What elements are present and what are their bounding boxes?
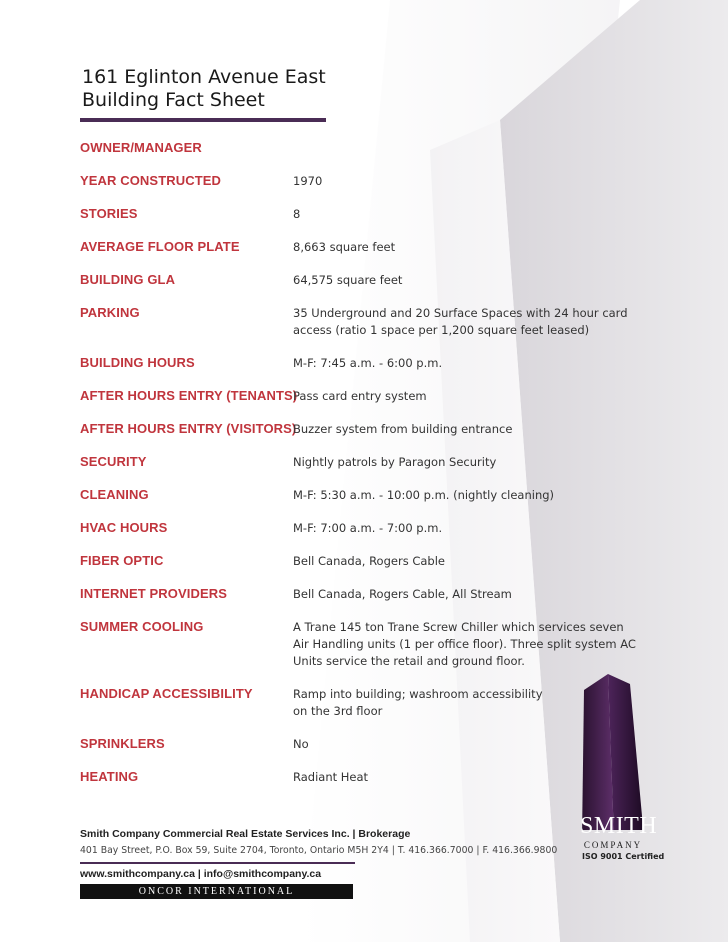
footer-web-link[interactable]: www.smithcompany.ca | info@smithcompany.ca [80,868,322,880]
fact-value [293,454,633,471]
fact-value [293,355,633,372]
fact-value-line: on the 3rd floor [293,704,383,718]
fact-label: SECURITY [80,454,147,469]
footer-address-line: 401 Bay Street, P.O. Box 59, Suite 2704, Toronto, Ontario M5H 2Y4 | T. 416.366.7000 | F. 416.366.9800 [80,845,558,856]
fact-value [293,173,633,190]
fact-label: YEAR CONSTRUCTED [80,173,221,188]
fact-value-line: A Trane 145 ton Trane Screw Chiller which services seven [293,620,624,634]
footer-company-line: Smith Company Commercial Real Estate Services Inc. | Brokerage [80,828,411,840]
fact-value-line: Bell Canada, Rogers Cable [293,554,445,568]
fact-label: AFTER HOURS ENTRY (TENANTS) [80,388,298,403]
fact-value-line: Bell Canada, Rogers Cable, All Stream [293,587,512,601]
fact-label: SPRINKLERS [80,736,165,751]
fact-value-line: 8,663 square feet [293,240,396,254]
fact-label: HEATING [80,769,139,784]
title-address: 161 Eglinton Avenue East [82,66,326,88]
fact-label: AVERAGE FLOOR PLATE [80,239,240,254]
fact-label: SUMMER COOLING [80,619,204,634]
fact-value-line: M-F: 7:45 a.m. - 6:00 p.m. [293,356,443,370]
fact-value-line: Pass card entry system [293,389,427,403]
fact-value [293,586,633,603]
fact-value-line: Ramp into building; washroom accessibility [293,687,543,701]
fact-value [293,619,636,670]
fact-label: BUILDING HOURS [80,355,195,370]
fact-label: AFTER HOURS ENTRY (VISITORS) [80,421,297,436]
fact-value-line: Buzzer system from building entrance [293,422,513,436]
fact-label: STORIES [80,206,138,221]
fact-label: FIBER OPTIC [80,553,164,568]
fact-label: HANDICAP ACCESSIBILITY [80,686,253,701]
smith-tower-logo-icon [578,670,648,830]
fact-label: PARKING [80,305,140,320]
fact-value-line: Air Handling units (1 per office floor). Three split system AC [293,637,636,651]
fact-value [293,305,633,339]
title-underline [80,118,326,122]
fact-value [293,421,633,438]
logo-smith-text: SMITH [580,813,658,839]
fact-label: HVAC HOURS [80,520,168,535]
fact-value [293,388,633,405]
fact-value [293,239,633,256]
document-title [82,66,326,112]
fact-value-line: Units service the retail and ground floor. [293,654,525,668]
oncor-international-banner: ONCOR INTERNATIONAL [80,884,353,899]
fact-value [293,553,633,570]
fact-label: BUILDING GLA [80,272,176,287]
fact-value [293,487,633,504]
iso-certification: ISO 9001 Certified [582,852,665,861]
fact-value-line: M-F: 7:00 a.m. - 7:00 p.m. [293,521,443,535]
fact-value [293,272,633,289]
fact-value-line: 8 [293,207,301,221]
fact-value-line: 35 Underground and 20 Surface Spaces with 24 hour card [293,306,628,320]
fact-value-line: 64,575 square feet [293,273,403,287]
footer-divider [80,862,355,864]
fact-value-line: access (ratio 1 space per 1,200 square feet leased) [293,323,590,337]
logo-company-text: COMPANY [583,840,643,850]
fact-value [293,206,633,223]
fact-value-line: Nightly patrols by Paragon Security [293,455,497,469]
fact-value-line: M-F: 5:30 a.m. - 10:00 p.m. (nightly cleaning) [293,488,555,502]
title-subtitle: Building Fact Sheet [82,89,265,111]
fact-value-line: Radiant Heat [293,770,369,784]
fact-value [293,520,633,537]
fact-label: CLEANING [80,487,149,502]
fact-value-line: No [293,737,309,751]
fact-label: OWNER/MANAGER [80,140,202,155]
fact-label: INTERNET PROVIDERS [80,586,227,601]
fact-value-line: 1970 [293,174,323,188]
